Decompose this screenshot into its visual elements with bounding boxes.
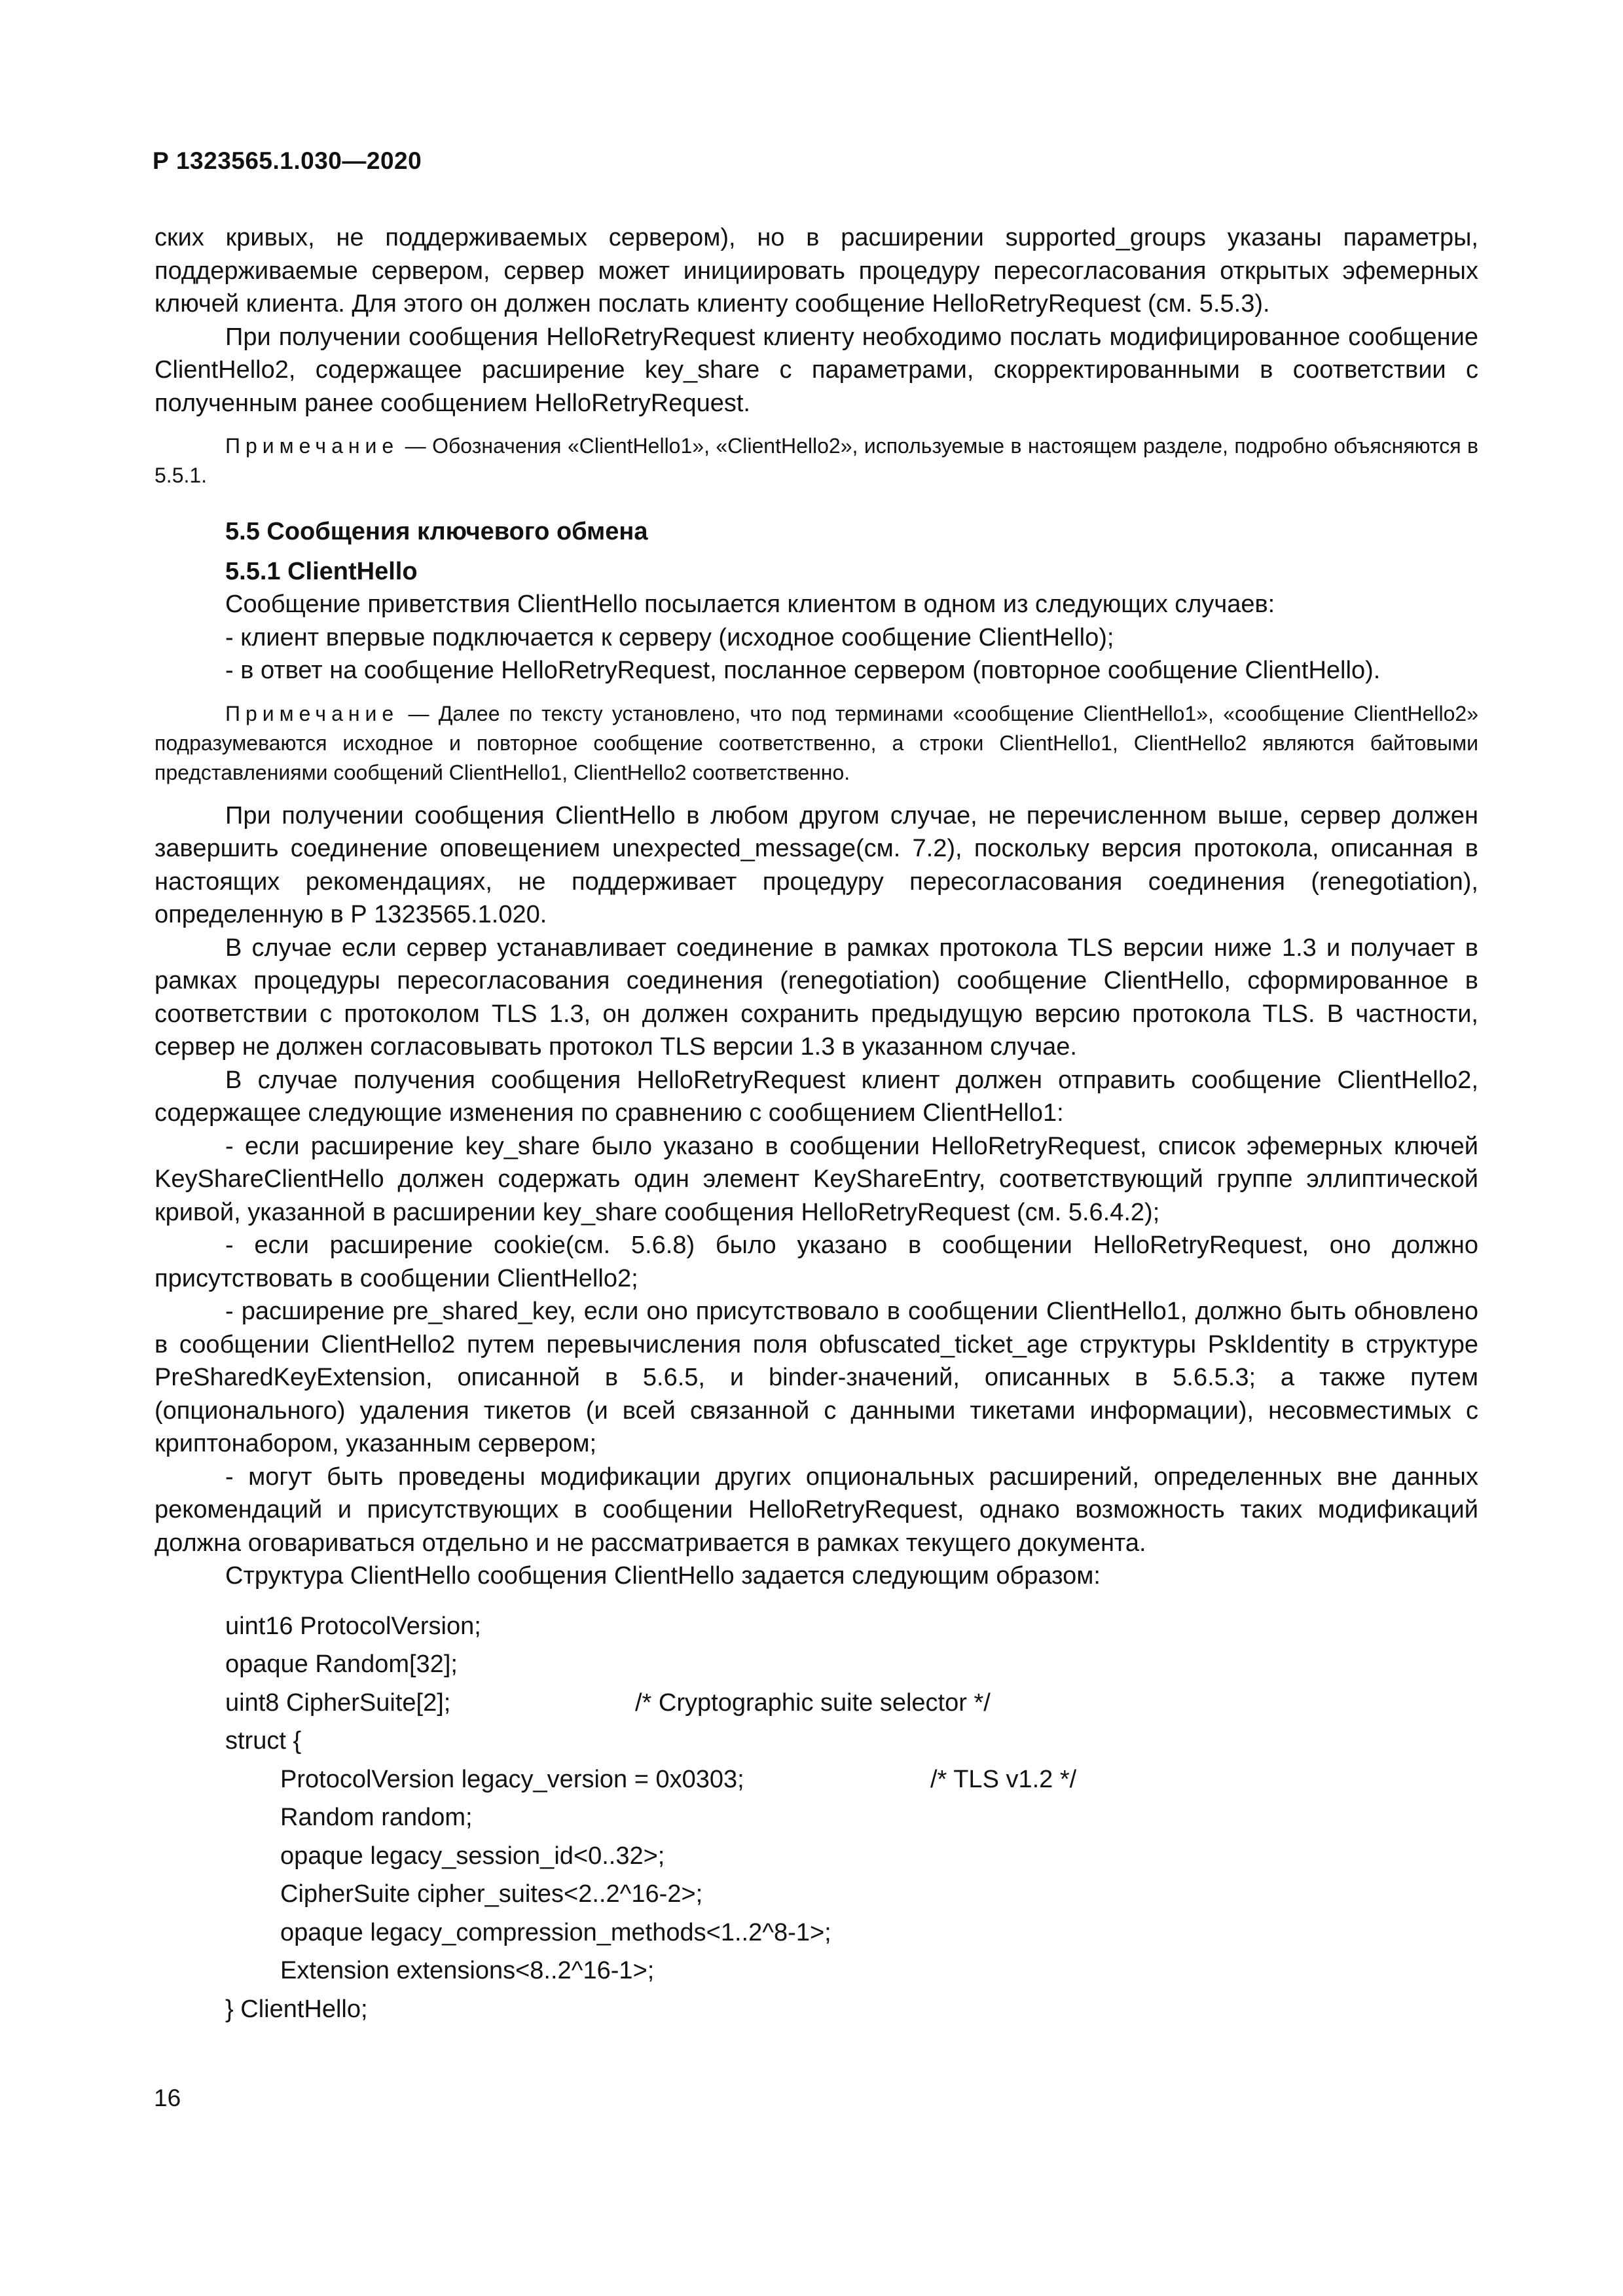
page-number: 16: [154, 2085, 181, 2111]
code-block: [155, 1607, 1478, 2029]
note: [155, 699, 1478, 788]
list-item: - если расширение cookie(см. 5.6.8) было указано в сообщении HelloRetryRequest, оно должно присутствовать в сообщении ClientHello2;: [155, 1231, 1478, 1292]
note-text: — Обозначения «ClientHello1», «ClientHello2», используемые в настоящем разделе, подробно объясняются в 5.5.1.: [155, 434, 1478, 487]
note-text: — Далее по тексту установлено, что под терминами «сообщение ClientHello1», «сообщение ClientHello2» подразумеваются исходное и повторное сообщение соответственно, а строки ClientHello1, ClientHello2 являются байтовыми представлениями сообщений ClientHello1, ClientHello2 соответственно.: [155, 701, 1478, 784]
note-label: Примечание: [225, 701, 399, 725]
list-item: - расширение pre_shared_key, если оно присутствовало в сообщении ClientHello1, должно быть обновлено в сообщении ClientHello2 путем перевычисления поля obfuscated_ticket_age структуры PskIdentity в структуре PreSharedKeyExtension, описанной в 5.6.5, и binder-значений, описанных в 5.6.5.3; а также путем (опционального) удаления тикетов (и всей связанной с данными тикетами информации), несовместимых с криптонабором, указанным сервером;: [155, 1298, 1478, 1457]
paragraph: В случае если сервер устанавливает соединение в рамках протокола TLS версии ниже 1.3 и получает в рамках процедуры пересогласования соединения (renegotiation) сообщение ClientHello, сформированное в соответствии с протоколом TLS 1.3, он должен сохранить предыдущую версию протокола TLS. В частности, сервер не должен согласовывать протокол TLS версии 1.3 в указанном случае.: [155, 934, 1478, 1061]
code-comment: /* TLS v1.2 */: [930, 1765, 1077, 1793]
code-line: [225, 1760, 1478, 1799]
document-header: Р 1323565.1.030—2020: [153, 147, 422, 174]
code-line: uint16 ProtocolVersion;: [225, 1612, 481, 1640]
note-label: Примечание: [225, 434, 399, 458]
list-item: - клиент впервые подключается к серверу (исходное сообщение ClientHello);: [225, 623, 1114, 651]
code-comment: /* Cryptographic suite selector */: [635, 1688, 991, 1717]
paragraph: Сообщение приветствия ClientHello посылается клиентом в одном из следующих случаев:: [225, 591, 1275, 618]
code-line: opaque Random[32];: [225, 1650, 458, 1678]
page-content: [155, 221, 1478, 2028]
code-line: opaque legacy_session_id<0..32>;: [280, 1842, 665, 1870]
code-text: uint8 CipherSuite[2];: [225, 1688, 451, 1717]
paragraph: Структура ClientHello сообщения ClientHello задается следующим образом:: [225, 1562, 1101, 1590]
note: [155, 431, 1478, 490]
code-line: CipherSuite cipher_suites<2..2^16-2>;: [280, 1880, 703, 1908]
subsection-heading: 5.5.1 ClientHello: [225, 557, 418, 585]
code-line: Random random;: [280, 1804, 473, 1831]
list-item: - могут быть проведены модификации других опциональных расширений, определенных вне данных рекомендаций и присутствующих в сообщении HelloRetryRequest, однако возможность таких модификаций должна оговариваться отдельно и не рассматривается в рамках текущего документа.: [155, 1463, 1478, 1557]
code-line: } ClientHello;: [225, 1995, 368, 2023]
paragraph: ских кривых, не поддерживаемых сервером), но в расширении supported_groups указаны параметры, поддерживаемые сервером, сервер может инициировать процедуру пересогласования открытых эфемерных ключей клиента. Для этого он должен послать клиенту сообщение HelloRetryRequest (см. 5.5.3).: [155, 224, 1478, 318]
paragraph: При получении сообщения HelloRetryRequest клиенту необходимо послать модифицированное сообщение ClientHello2, содержащее расширение key_share с параметрами, скорректированными в соответствии с полученным ранее сообщением HelloRetryRequest.: [155, 323, 1478, 417]
code-text: ProtocolVersion legacy_version = 0x0303;: [280, 1765, 744, 1793]
section-heading: 5.5 Сообщения ключевого обмена: [225, 518, 648, 545]
code-line: Extension extensions<8..2^16-1>;: [280, 1957, 655, 1984]
list-item: - если расширение key_share было указано в сообщении HelloRetryRequest, список эфемерных ключей KeyShareClientHello должен содержать один элемент KeyShareEntry, соответствующий группе эллиптической кривой, указанной в расширении key_share сообщения HelloRetryRequest (см. 5.6.4.2);: [155, 1132, 1478, 1226]
code-line: opaque legacy_compression_methods<1..2^8-1>;: [280, 1918, 831, 1946]
paragraph: В случае получения сообщения HelloRetryRequest клиент должен отправить сообщение ClientHello2, содержащее следующие изменения по сравнению с сообщением ClientHello1:: [155, 1066, 1478, 1127]
code-line: struct {: [225, 1727, 302, 1755]
code-line: [225, 1684, 1478, 1722]
paragraph: При получении сообщения ClientHello в любом другом случае, не перечисленном выше, сервер должен завершить соединение оповещением unexpected_message(см. 7.2), поскольку версия протокола, описанная в настоящих рекомендациях, не поддерживает процедуру пересогласования соединения (renegotiation), определенную в Р 1323565.1.020.: [155, 801, 1478, 928]
list-item: - в ответ на сообщение HelloRetryRequest, посланное сервером (повторное сообщение ClientHello).: [225, 657, 1381, 684]
